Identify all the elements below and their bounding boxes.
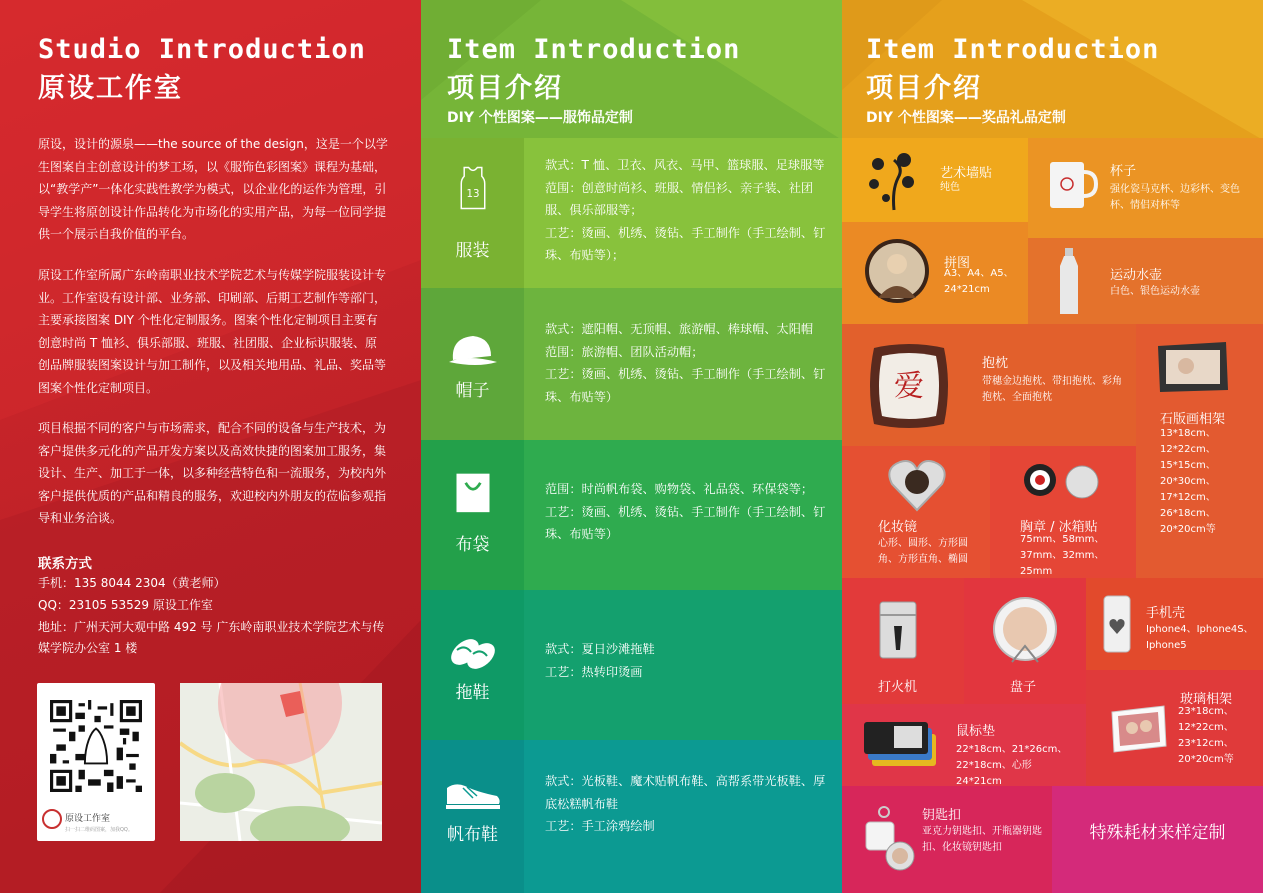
gift-bottle: [1028, 238, 1263, 324]
map-graphic: [180, 683, 382, 841]
phone-case-name: 手机壳: [1146, 606, 1186, 621]
glass-frame-name: 玻璃相架: [1180, 692, 1233, 707]
slate-frame-desc: 13*18cm、12*22cm、15*15cm、20*30cm、17*12cm、26*18cm、20*20cm等: [1160, 428, 1216, 535]
gift-mousepad: [842, 704, 1086, 786]
items-title-en: Item Introduction: [447, 34, 741, 65]
mousepad-image: [864, 720, 940, 770]
bag-range: 范围：时尚帆布袋、购物袋、礼品袋、环保袋等；: [545, 482, 814, 496]
badge-name: 胸章 / 冰箱贴: [1020, 520, 1098, 535]
phone-case-image: [1102, 594, 1132, 654]
clothing-range: 范围：创意时尚衫、班服、情侣衫、亲子装、社团服、俱乐部服等；: [545, 180, 814, 218]
gift-phone-case: [1086, 578, 1263, 670]
qr-code[interactable]: [50, 700, 142, 792]
slate-frame-image: [1156, 340, 1230, 394]
item-label-clothing: 服装: [455, 241, 490, 261]
special-custom-name: 特殊耗材来样定制: [1089, 823, 1226, 843]
plate-name: 盘子: [1010, 680, 1037, 695]
gift-cup: [1028, 138, 1263, 238]
item-label-canvas-shoes: 帆布鞋: [447, 825, 498, 845]
cap-icon: [447, 328, 499, 372]
keychain-image: [860, 806, 920, 876]
glass-frame-desc: 23*18cm、12*22cm、23*12cm、20*20cm等: [1178, 706, 1234, 765]
item-row-hat: [421, 288, 842, 440]
gift-special-custom: [1052, 786, 1263, 893]
bottle-desc: 白色、银色运动水壶: [1110, 286, 1200, 297]
item-desc-bag: [545, 478, 827, 546]
mousepad-desc: 22*18cm、21*26cm、22*18cm、心形 24*21cm: [956, 744, 1068, 786]
gift-plate: [964, 578, 1086, 704]
shopping-bag-icon: [451, 470, 495, 514]
puzzle-image: [864, 238, 930, 304]
item-row-slipper: [421, 590, 842, 740]
cup-desc: 强化瓷马克杯、边彩杯、变色杯、情侣对杯等: [1110, 184, 1240, 211]
item-desc-clothing: [545, 154, 827, 267]
qr-code-card[interactable]: [37, 683, 155, 841]
svg-text:13: 13: [466, 187, 480, 200]
cup-name: 杯子: [1110, 164, 1137, 179]
badge-desc: 75mm、58mm、37mm、32mm、25mm: [1020, 534, 1105, 577]
pillow-name: 抱枕: [982, 356, 1009, 371]
glass-frame-image: [1108, 704, 1168, 754]
hat-range: 范围：旅游帽、团队活动帽；: [545, 344, 704, 359]
canvas-shoes-styles: 款式：光板鞋、魔术贴帆布鞋、高帮系带光板鞋、厚底松糕帆布鞋: [545, 774, 826, 811]
clothing-craft: 工艺：烫画、机绣、烫钻、手工制作（手工绘制、钉珠、布贴等）；: [545, 225, 826, 263]
hat-craft: 工艺：烫画、机绣、烫钻、手工制作（手工绘制、钉珠、布贴等）: [545, 367, 826, 404]
studio-departments-paragraph: 原设工作室所属广东岭南职业技术学院艺术与传媒学院服装设计专业。工作室设有设计部、业务部、印刷部、后期工艺制作等部门，主要承接图案 DIY 个性化定制服务。图案个性化定制项目主要有创意时尚 T 恤衫、俱乐部服、班服、社团服、企业标识服装、原创品牌服装图案设计与加工制作，以及相关地用品、礼品、奖品等图案个性化定制项目。: [38, 268, 387, 395]
qr-label: 原设工作室: [65, 814, 111, 824]
wall-sticker-name: 艺术墙贴: [940, 166, 993, 181]
gifts-title-en: Item Introduction: [866, 34, 1160, 65]
mousepad-name: 鼠标垫: [956, 724, 996, 739]
items-subtitle: DIY 个性图案——服饰品定制: [447, 110, 633, 126]
item-desc-hat: [545, 318, 827, 408]
studio-title-cn: 原设工作室: [38, 73, 183, 104]
lighter-image: [876, 598, 920, 662]
jersey-icon: [451, 166, 495, 210]
plate-image: [992, 596, 1058, 666]
puzzle-desc: A3、A4、A5、24*21cm: [944, 268, 1014, 295]
contact-address: 地址：广州天河大观中路 492 号 广东岭南职业技术学院艺术与传媒学院办公室 1 楼: [38, 620, 385, 655]
clothing-styles: 款式：T 恤、卫衣、风衣、马甲、篮球服、足球服等: [545, 158, 825, 172]
studio-seal-icon: [42, 809, 62, 829]
mirror-name: 化妆镜: [878, 520, 918, 535]
item-row-canvas-shoes: [421, 740, 842, 893]
studio-title-en: Studio Introduction: [38, 34, 366, 65]
water-bottle-image: [1058, 248, 1080, 316]
studio-services-paragraph: 项目根据不同的客户与市场需求，配合不同的设备与生产技术，为客户提供多元化的产品开发方案以及高效快捷的图案加工服务，集设计、生产、加工于一体，以多种经营特色和一流服务，为校内外客户提供优质的产品和精良的服务，欢迎校内外朋友的莅临参观指导和业务洽谈。: [38, 421, 387, 526]
wall-sticker-image: [864, 150, 918, 212]
gift-lighter: [842, 578, 964, 704]
slipper-styles: 款式：夏日沙滩拖鞋: [545, 642, 655, 656]
gift-pillow: [842, 324, 1136, 446]
location-map[interactable]: [180, 683, 382, 841]
studio-intro-paragraph: 原设，设计的源泉——the source of the design，这是一个以学生图案自主创意设计的梦工场，以《服饰色彩图案》课程为基础，以“教学产”一体化实践性教学为模式，以企业化的运作为管理，引导学生将原创设计作品转化为市场化的实用产品，为每一位同学提供一个展示自我价值的平台。: [38, 137, 388, 242]
contact-qq: QQ：23105 53529 原设工作室: [38, 598, 213, 612]
item-label-bag: 布袋: [455, 535, 490, 555]
gifts-subtitle: DIY 个性图案——奖品礼品定制: [866, 110, 1066, 126]
mirror-image: [886, 458, 948, 512]
mug-image: [1046, 156, 1098, 214]
gifts-title-cn: 项目介绍: [866, 73, 982, 104]
gift-puzzle: [842, 222, 1028, 324]
canvas-shoe-icon: [443, 776, 503, 812]
lighter-name: 打火机: [878, 680, 918, 695]
gift-mirror: [842, 446, 990, 578]
gift-keychain: [842, 786, 1052, 893]
studio-panel: [0, 0, 421, 893]
slate-frame-name: 石版画相架: [1160, 412, 1226, 427]
item-label-slipper: 拖鞋: [455, 683, 490, 703]
slipper-icon: [447, 628, 501, 672]
wall-sticker-desc: 纯色: [940, 182, 960, 193]
items-apparel-panel: [421, 0, 842, 893]
item-row-clothing: [421, 138, 842, 288]
items-title-cn: 项目介绍: [447, 73, 563, 104]
pillow-image: [866, 338, 952, 434]
item-label-hat: 帽子: [455, 381, 490, 401]
puzzle-name: 拼图: [944, 256, 971, 271]
pillow-love-character: 爱: [894, 369, 924, 404]
item-desc-canvas-shoes: [545, 770, 827, 838]
hat-styles: 款式：遮阳帽、无顶帽、旅游帽、棒球帽、太阳帽: [545, 322, 814, 336]
contact-heading: 联系方式: [38, 556, 92, 572]
item-row-bag: [421, 440, 842, 590]
canvas-shoes-craft: 工艺：手工涂鸦绘制: [545, 819, 655, 834]
gift-badge: [990, 446, 1136, 578]
qr-caption: 扫一扫二维码图案，加我QQ。: [65, 827, 133, 833]
mirror-desc: 心形、圆形、方形圆角、方形直角、椭圆: [878, 538, 968, 565]
keychain-desc: 亚克力钥匙扣、开瓶器钥匙扣、化妆镜钥匙扣: [922, 826, 1042, 853]
slipper-craft: 工艺：热转印烫画: [545, 664, 643, 679]
gift-wall-sticker: [842, 138, 1028, 222]
items-gifts-panel: [842, 0, 1263, 893]
badge-image: [1022, 462, 1108, 500]
pillow-desc: 带穗金边抱枕、带扣抱枕、彩角抱枕、全面抱枕: [982, 376, 1122, 403]
keychain-name: 钥匙扣: [922, 808, 962, 823]
phone-case-desc: Iphone4、Iphone4S、Iphone5: [1146, 624, 1254, 651]
item-desc-slipper: [545, 638, 827, 683]
bag-craft: 工艺：烫画、机绣、烫钻、手工制作（手工绘制、钉珠、布贴等）: [545, 504, 826, 542]
contact-phone: 手机：135 8044 2304（黄老师）: [38, 576, 226, 590]
gift-glass-frame: [1086, 670, 1263, 786]
bottle-name: 运动水壶: [1110, 268, 1163, 283]
gift-slate-frame: [1136, 324, 1263, 578]
